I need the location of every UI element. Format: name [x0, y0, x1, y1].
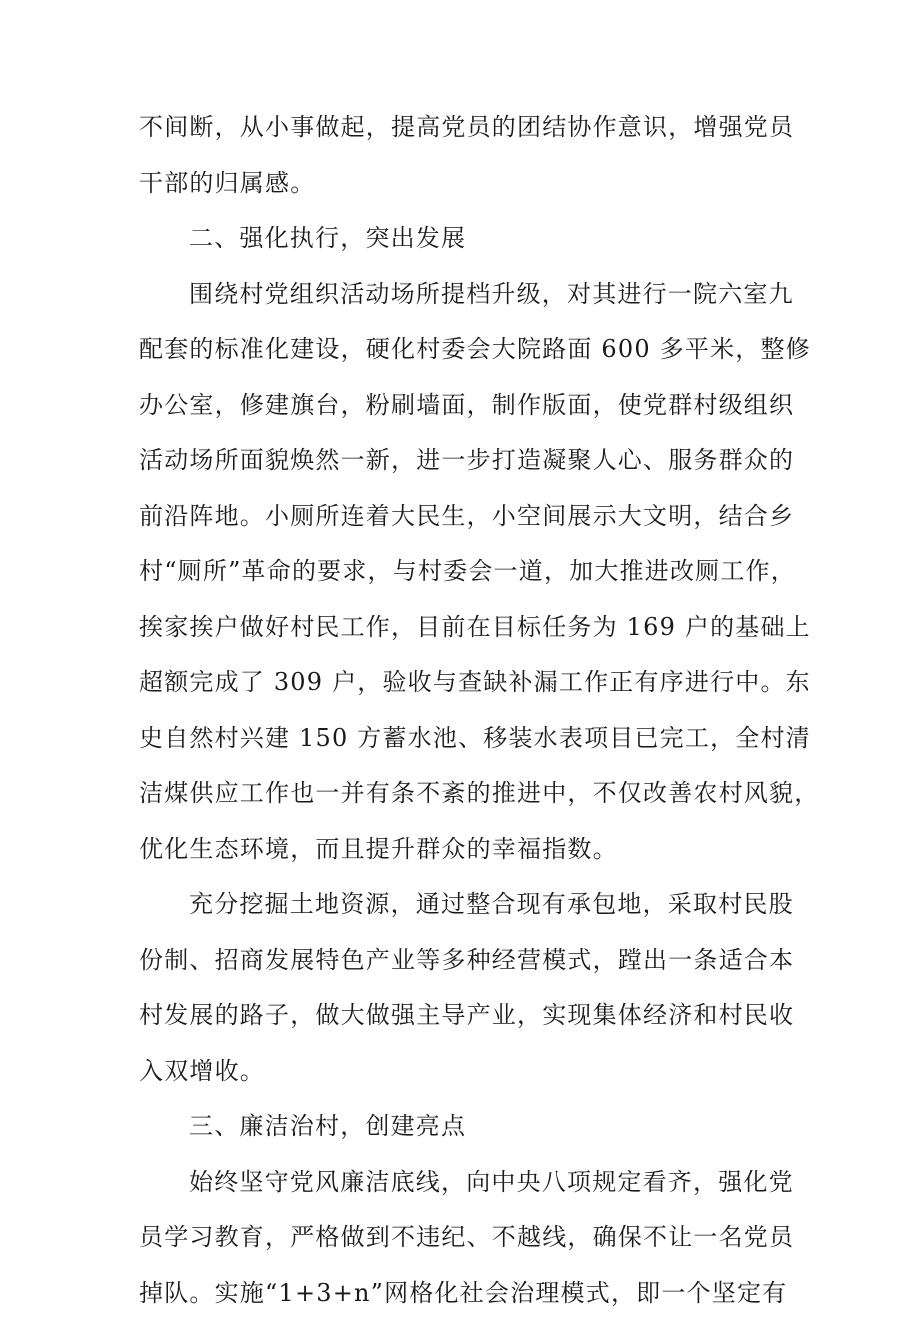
- text-line: 办公室，修建旗台，粉刷墙面，制作版面，使党群村级组织: [139, 378, 781, 434]
- text-line: 超额完成了 309 户，验收与查缺补漏工作正有序进行中。东: [139, 655, 781, 711]
- text-line: 掉队。实施“1+3+n”网格化社会治理模式，即一个坚定有: [139, 1266, 781, 1321]
- text-line: 优化生态环境，而且提升群众的幸福指数。: [139, 822, 781, 878]
- section-heading: 二、强化执行，突出发展: [139, 211, 781, 267]
- text-line: 挨家挨户做好村民工作，目前在目标任务为 169 户的基础上: [139, 600, 781, 656]
- text-line: 史自然村兴建 150 方蓄水池、移装水表项目已完工，全村清: [139, 711, 781, 767]
- text-line: 员学习教育，严格做到不违纪、不越线，确保不让一名党员: [139, 1210, 781, 1266]
- text-line: 份制、招商发展特色产业等多种经营模式，蹚出一条适合本: [139, 933, 781, 989]
- text-line: 始终坚守党风廉洁底线，向中央八项规定看齐，强化党: [139, 1155, 781, 1211]
- text-line: 前沿阵地。小厕所连着大民生，小空间展示大文明，结合乡: [139, 489, 781, 545]
- text-line: 充分挖掘土地资源，通过整合现有承包地，采取村民股: [139, 877, 781, 933]
- text-line: 村“厕所”革命的要求，与村委会一道，加大推进改厕工作，: [139, 544, 781, 600]
- text-line: 围绕村党组织活动场所提档升级，对其进行一院六室九: [139, 267, 781, 323]
- document-body: [139, 100, 781, 1321]
- text-line: 活动场所面貌焕然一新，进一步打造凝聚人心、服务群众的: [139, 433, 781, 489]
- section-heading: 三、廉洁治村，创建亮点: [139, 1099, 781, 1155]
- text-line: 村发展的路子，做大做强主导产业，实现集体经济和村民收: [139, 988, 781, 1044]
- text-line: 洁煤供应工作也一并有条不紊的推进中，不仅改善农村风貌，: [139, 766, 781, 822]
- text-line: 干部的归属感。: [139, 156, 781, 212]
- text-line: 入双增收。: [139, 1044, 781, 1100]
- text-line: 不间断，从小事做起，提高党员的团结协作意识，增强党员: [139, 100, 781, 156]
- text-line: 配套的标准化建设，硬化村委会大院路面 600 多平米，整修: [139, 322, 781, 378]
